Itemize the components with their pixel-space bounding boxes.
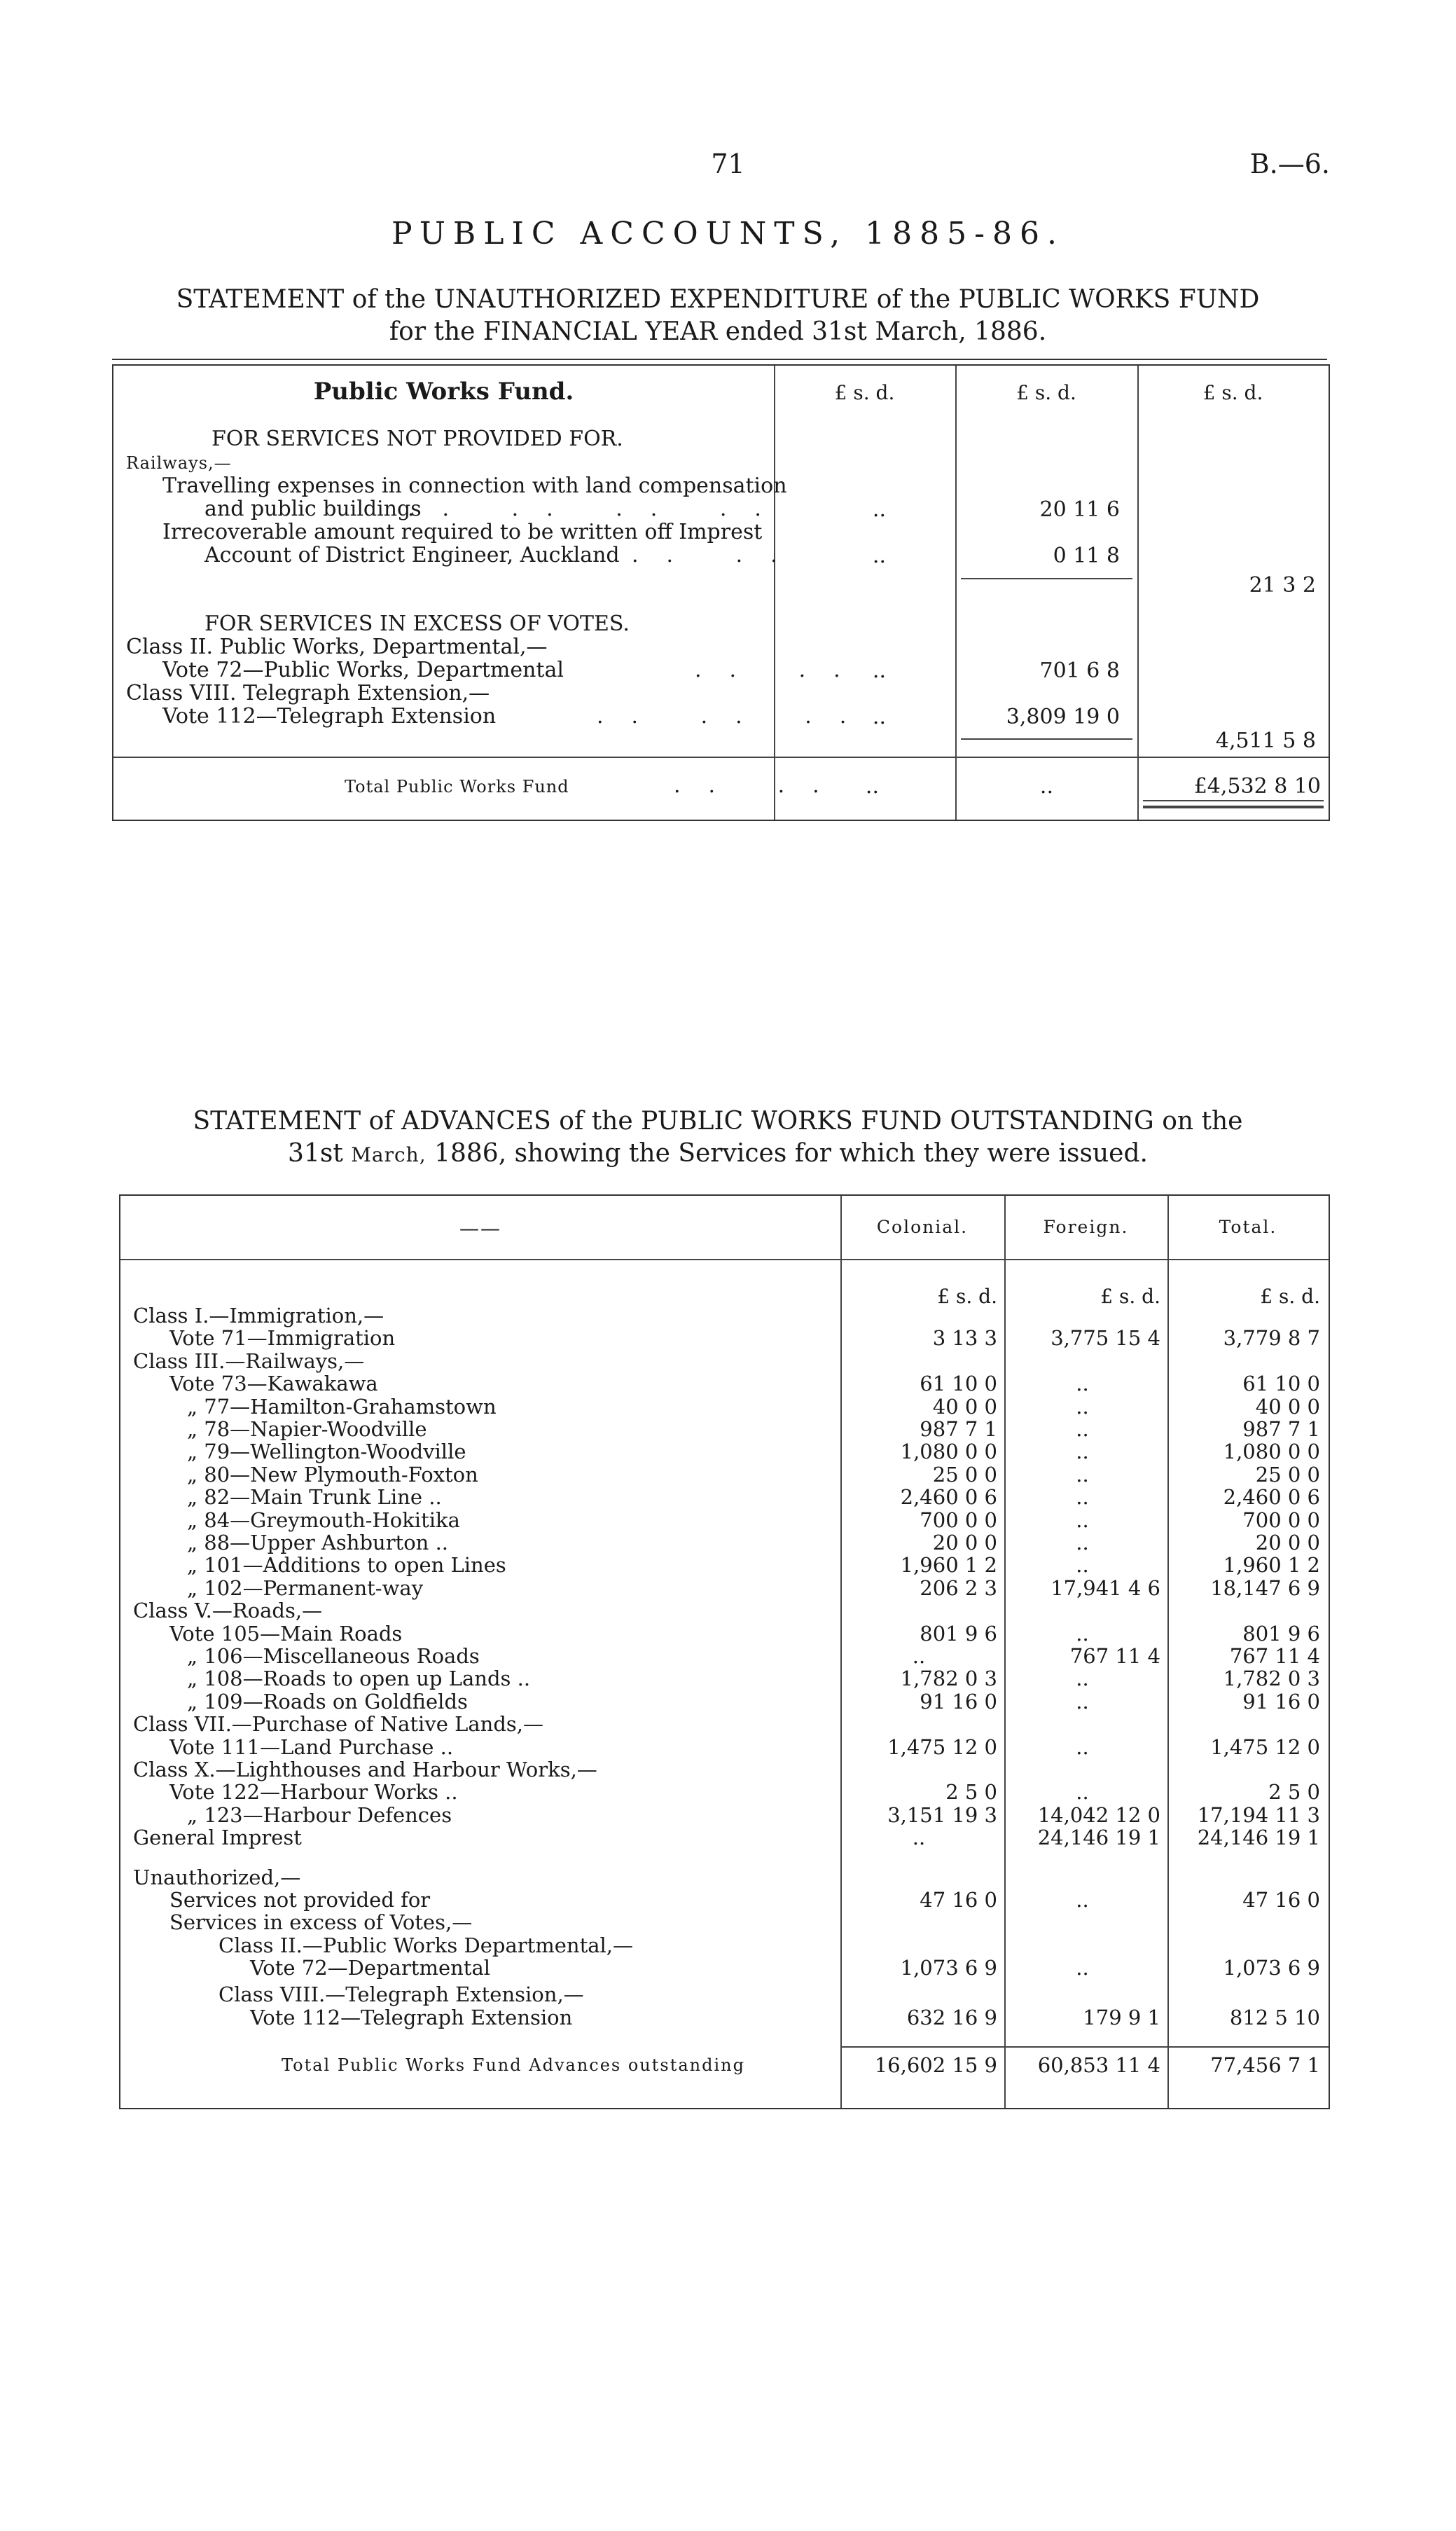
row-label: Class VIII.—Telegraph Extension,— xyxy=(219,1982,584,2007)
foreign-cell: 17,941 4 6 xyxy=(1051,1575,1160,1600)
row-label: Vote 112—Telegraph Extension xyxy=(250,2005,573,2029)
column-rule xyxy=(774,366,775,820)
table-row xyxy=(120,1372,1329,1395)
row-label: „ 109—Roads on Goldfields xyxy=(187,1689,468,1713)
unit-header: £ s. d. xyxy=(1100,1285,1160,1308)
leader-dots: .. xyxy=(872,497,886,522)
total-header: Total. xyxy=(1219,1217,1277,1237)
total-cell: 1,782 0 3 xyxy=(1223,1667,1320,1691)
foreign-cell: .. xyxy=(1076,1372,1089,1396)
table-row xyxy=(120,1667,1329,1690)
section-heading: FOR SERVICES IN EXCESS OF VOTES. xyxy=(204,612,630,636)
total-cell: 20 0 0 xyxy=(1255,1531,1320,1554)
group-heading: Railways,— xyxy=(126,453,232,473)
total-cell: 91 16 0 xyxy=(1242,1689,1320,1713)
colonial-cell: .. xyxy=(912,1826,926,1850)
statement2-title-line2: 31st March, 1886, showing the Services for which they were issued. xyxy=(288,1139,1148,1168)
table-row xyxy=(120,1554,1329,1576)
statement1-title-line1: STATEMENT of the UNAUTHORIZED EXPENDITURE of the PUBLIC WORKS FUND xyxy=(176,285,1260,314)
unauthorized-expenditure-table xyxy=(112,364,1330,821)
foreign-cell: .. xyxy=(1076,1394,1089,1419)
table-row xyxy=(120,1486,1329,1508)
item-text: Vote 112—Telegraph Extension .. .. .. xyxy=(162,704,875,729)
colonial-cell: 1,960 1 2 xyxy=(900,1553,997,1578)
total-cell: 1,073 6 9 xyxy=(1223,1956,1320,1980)
colonial-cell: 91 16 0 xyxy=(920,1689,997,1713)
row-label: „ 101—Additions to open Lines xyxy=(187,1553,506,1578)
row-label: Vote 71—Immigration xyxy=(169,1326,396,1351)
subtotal-rule xyxy=(961,738,1132,740)
total-cell: 47 16 0 xyxy=(1242,1888,1320,1912)
amount: 3,809 19 0 xyxy=(1006,705,1120,729)
table-row xyxy=(120,2006,1329,2029)
table-row xyxy=(120,1350,1329,1372)
table-row xyxy=(120,1622,1329,1645)
foreign-cell: .. xyxy=(1076,1888,1089,1912)
row-label: Unauthorized,— xyxy=(133,1865,301,1889)
leader-dots: .. xyxy=(872,705,886,729)
foreign-cell: .. xyxy=(1076,1780,1089,1805)
total-cell: 17,194 11 3 xyxy=(1197,1802,1320,1827)
total-rule xyxy=(840,2046,1329,2048)
colonial-cell: 1,782 0 3 xyxy=(900,1667,997,1691)
foreign-cell: 24,146 19 1 xyxy=(1037,1826,1160,1850)
statement1-title-line2: for the FINANCIAL YEAR ended 31st March, 1886. xyxy=(389,317,1047,346)
colonial-cell: 700 0 0 xyxy=(920,1508,997,1532)
row-label: Vote 111—Land Purchase .. xyxy=(169,1735,454,1759)
column-header: £ s. d. xyxy=(834,381,895,404)
row-label: „ 123—Harbour Defences xyxy=(187,1802,452,1827)
row-label: Class II.—Public Works Departmental,— xyxy=(219,1933,634,1957)
row-label: Vote 72—Departmental xyxy=(250,1956,491,1980)
foreign-cell: .. xyxy=(1076,1553,1089,1578)
table-row xyxy=(120,1911,1329,1933)
row-label: Vote 73—Kawakawa xyxy=(169,1372,378,1396)
table-row xyxy=(120,1889,1329,1911)
row-label: Vote 105—Main Roads xyxy=(169,1621,403,1646)
statement1-date: 31st March, 1886. xyxy=(812,317,1047,346)
page-number: 71 xyxy=(711,149,745,179)
total-cell: 40 0 0 xyxy=(1255,1394,1320,1419)
table-row xyxy=(120,1531,1329,1554)
row-label: Class I.—Immigration,— xyxy=(133,1304,384,1327)
statement2-title xyxy=(105,1105,1331,1171)
row-label: „ 77—Hamilton-Grahamstown xyxy=(187,1394,497,1419)
row-label: Vote 122—Harbour Works .. xyxy=(169,1780,458,1805)
row-label: „ 80—New Plymouth-Foxton xyxy=(187,1462,478,1487)
total-foreign: 60,853 11 4 xyxy=(1037,2053,1160,2077)
total-row-label: Total Public Works Fund .. .. xyxy=(345,773,847,798)
total-cell: 25 0 0 xyxy=(1255,1462,1320,1487)
double-rule xyxy=(1143,806,1324,808)
foreign-cell: .. xyxy=(1076,1508,1089,1532)
table-row xyxy=(120,1463,1329,1486)
foreign-cell: 14,042 12 0 xyxy=(1037,1802,1160,1827)
table-row xyxy=(120,1418,1329,1440)
total-cell: 18,147 6 9 xyxy=(1210,1575,1320,1600)
table-row xyxy=(120,1736,1329,1758)
row-label: Services not provided for xyxy=(169,1888,431,1912)
table-heading: Public Works Fund. xyxy=(313,378,574,406)
total-cell: 812 5 10 xyxy=(1229,2005,1320,2029)
row-label: „ 108—Roads to open up Lands .. xyxy=(187,1667,531,1691)
label-column-header: —— xyxy=(459,1217,501,1240)
subtotal: 21 3 2 xyxy=(1249,573,1316,598)
foreign-cell: 179 9 1 xyxy=(1083,2005,1160,2029)
row-label: „ 82—Main Trunk Line .. xyxy=(187,1485,442,1510)
foreign-cell: .. xyxy=(1076,1621,1089,1646)
column-rule xyxy=(955,366,957,820)
row-label: Class V.—Roads,— xyxy=(133,1599,323,1623)
table-row xyxy=(120,1577,1329,1599)
total-cell: 1,475 12 0 xyxy=(1210,1735,1320,1759)
foreign-cell: 3,775 15 4 xyxy=(1051,1326,1160,1351)
table-row xyxy=(120,1957,1329,1979)
row-label: „ 88—Upper Ashburton .. xyxy=(187,1531,449,1554)
column-header: £ s. d. xyxy=(1202,381,1263,404)
total-cell: 801 9 6 xyxy=(1242,1621,1320,1646)
leader-dots: .. xyxy=(865,774,879,799)
header-rule xyxy=(120,1259,1329,1260)
colonial-cell: 40 0 0 xyxy=(932,1394,997,1419)
foreign-cell: 767 11 4 xyxy=(1069,1644,1160,1668)
foreign-cell: .. xyxy=(1076,1417,1089,1441)
statement1-title xyxy=(105,284,1331,348)
foreign-header: Foreign. xyxy=(1043,1217,1129,1237)
total-cell: 767 11 4 xyxy=(1229,1644,1320,1668)
table-row xyxy=(120,1440,1329,1463)
row-label: „ 84—Greymouth-Hokitika xyxy=(187,1508,460,1532)
colonial-cell: 25 0 0 xyxy=(932,1462,997,1487)
foreign-cell: .. xyxy=(1076,1956,1089,1980)
colonial-cell: 632 16 9 xyxy=(906,2005,997,2029)
table-row xyxy=(120,1713,1329,1735)
colonial-cell: .. xyxy=(912,1644,926,1668)
colonial-cell: 987 7 1 xyxy=(920,1417,997,1441)
colonial-cell: 3,151 19 3 xyxy=(887,1802,997,1827)
foreign-cell: .. xyxy=(1076,1689,1089,1713)
leader-dots: .. xyxy=(872,658,886,683)
table-row xyxy=(120,1395,1329,1418)
divider xyxy=(112,359,1327,360)
row-label: Class X.—Lighthouses and Harbour Works,— xyxy=(133,1758,597,1781)
group-heading: Class VIII. Telegraph Extension,— xyxy=(126,681,490,705)
group-heading: Class II. Public Works, Departmental,— xyxy=(126,635,548,659)
row-label: Services in excess of Votes,— xyxy=(169,1910,473,1935)
page-title: PUBLIC ACCOUNTS, 1885-86. xyxy=(391,216,1065,251)
colonial-header: Colonial. xyxy=(876,1217,969,1237)
foreign-cell: .. xyxy=(1076,1462,1089,1487)
item-text: Vote 72—Public Works, Departmental .. .. xyxy=(162,658,868,682)
row-label: General Imprest xyxy=(133,1826,302,1850)
total-row xyxy=(120,2054,1329,2076)
amount: 0 11 8 xyxy=(1053,544,1120,568)
table-row xyxy=(120,1866,1329,1889)
item-text: and public buildings .. .. .. .. xyxy=(204,497,789,521)
colonial-cell: 801 9 6 xyxy=(920,1621,997,1646)
column-header: £ s. d. xyxy=(1016,381,1076,404)
table-row xyxy=(120,1327,1329,1349)
row-label: Class VII.—Purchase of Native Lands,— xyxy=(133,1712,543,1737)
colonial-cell: 61 10 0 xyxy=(920,1372,997,1396)
unit-header: £ s. d. xyxy=(1260,1285,1320,1308)
row-label: „ 102—Permanent-way xyxy=(187,1575,424,1600)
total-cell: 1,080 0 0 xyxy=(1223,1440,1320,1464)
total-rule xyxy=(113,757,1329,758)
advances-outstanding-table xyxy=(119,1194,1330,2109)
subtotal-rule xyxy=(961,578,1132,579)
subtotal: 4,511 5 8 xyxy=(1215,729,1316,753)
total-cell: 2,460 0 6 xyxy=(1223,1485,1320,1510)
colonial-cell: 3 13 3 xyxy=(932,1326,997,1351)
table-row xyxy=(120,1804,1329,1826)
table-row xyxy=(120,1983,1329,2006)
row-label: „ 106—Miscellaneous Roads xyxy=(187,1644,480,1668)
table-row xyxy=(120,1690,1329,1713)
colonial-cell: 1,475 12 0 xyxy=(887,1735,997,1759)
foreign-cell: .. xyxy=(1076,1440,1089,1464)
total-cell: 61 10 0 xyxy=(1242,1372,1320,1396)
table-row xyxy=(120,1304,1329,1327)
foreign-cell: .. xyxy=(1076,1667,1089,1691)
table-row xyxy=(120,1645,1329,1667)
table-row xyxy=(120,1781,1329,1803)
item-text: Travelling expenses in connection with land compensation xyxy=(162,474,787,498)
section-heading: FOR SERVICES NOT PROVIDED FOR. xyxy=(212,427,623,451)
colonial-cell: 1,080 0 0 xyxy=(900,1440,997,1464)
colonial-cell: 2 5 0 xyxy=(945,1780,997,1805)
document-reference: B.—6. xyxy=(1249,149,1330,179)
foreign-cell: .. xyxy=(1076,1735,1089,1759)
double-rule xyxy=(1143,800,1324,801)
colonial-cell: 2,460 0 6 xyxy=(900,1485,997,1510)
row-label: Class III.—Railways,— xyxy=(133,1349,365,1373)
total-colonial: 16,602 15 9 xyxy=(874,2053,997,2077)
amount: 701 6 8 xyxy=(1039,658,1120,683)
table-row xyxy=(120,1826,1329,1849)
row-label: „ 79—Wellington-Woodville xyxy=(187,1440,466,1464)
statement2-title-line1: STATEMENT of ADVANCES of the PUBLIC WORKS FUND OUTSTANDING on the xyxy=(193,1107,1243,1136)
colonial-cell: 206 2 3 xyxy=(920,1575,997,1600)
amount: 20 11 6 xyxy=(1039,497,1120,522)
colonial-cell: 20 0 0 xyxy=(932,1531,997,1554)
colonial-cell: 47 16 0 xyxy=(920,1888,997,1912)
total-cell: 3,779 8 7 xyxy=(1223,1326,1320,1351)
total-total: 77,456 7 1 xyxy=(1210,2053,1320,2077)
total-row-label: Total Public Works Fund Advances outstanding xyxy=(282,2055,745,2075)
total-cell: 700 0 0 xyxy=(1242,1508,1320,1532)
foreign-cell: .. xyxy=(1076,1485,1089,1510)
foreign-cell: .. xyxy=(1076,1531,1089,1554)
item-text: Irrecoverable amount required to be written off Imprest xyxy=(162,520,763,544)
table-row xyxy=(120,1509,1329,1531)
table-row xyxy=(120,1758,1329,1781)
leader-dots: .. xyxy=(1039,774,1053,799)
table-row xyxy=(120,1599,1329,1622)
total-cell: 1,960 1 2 xyxy=(1223,1553,1320,1578)
grand-total: £4,532 8 10 xyxy=(1193,774,1321,799)
row-label: „ 78—Napier-Woodville xyxy=(187,1417,427,1441)
item-text: Account of District Engineer, Auckland .. .. xyxy=(204,543,805,567)
table-row xyxy=(120,1934,1329,1957)
total-cell: 987 7 1 xyxy=(1242,1417,1320,1441)
unit-header: £ s. d. xyxy=(937,1285,997,1308)
total-cell: 2 5 0 xyxy=(1268,1780,1320,1805)
colonial-cell: 1,073 6 9 xyxy=(900,1956,997,1980)
total-cell: 24,146 19 1 xyxy=(1197,1826,1320,1850)
leader-dots: .. xyxy=(872,544,886,568)
